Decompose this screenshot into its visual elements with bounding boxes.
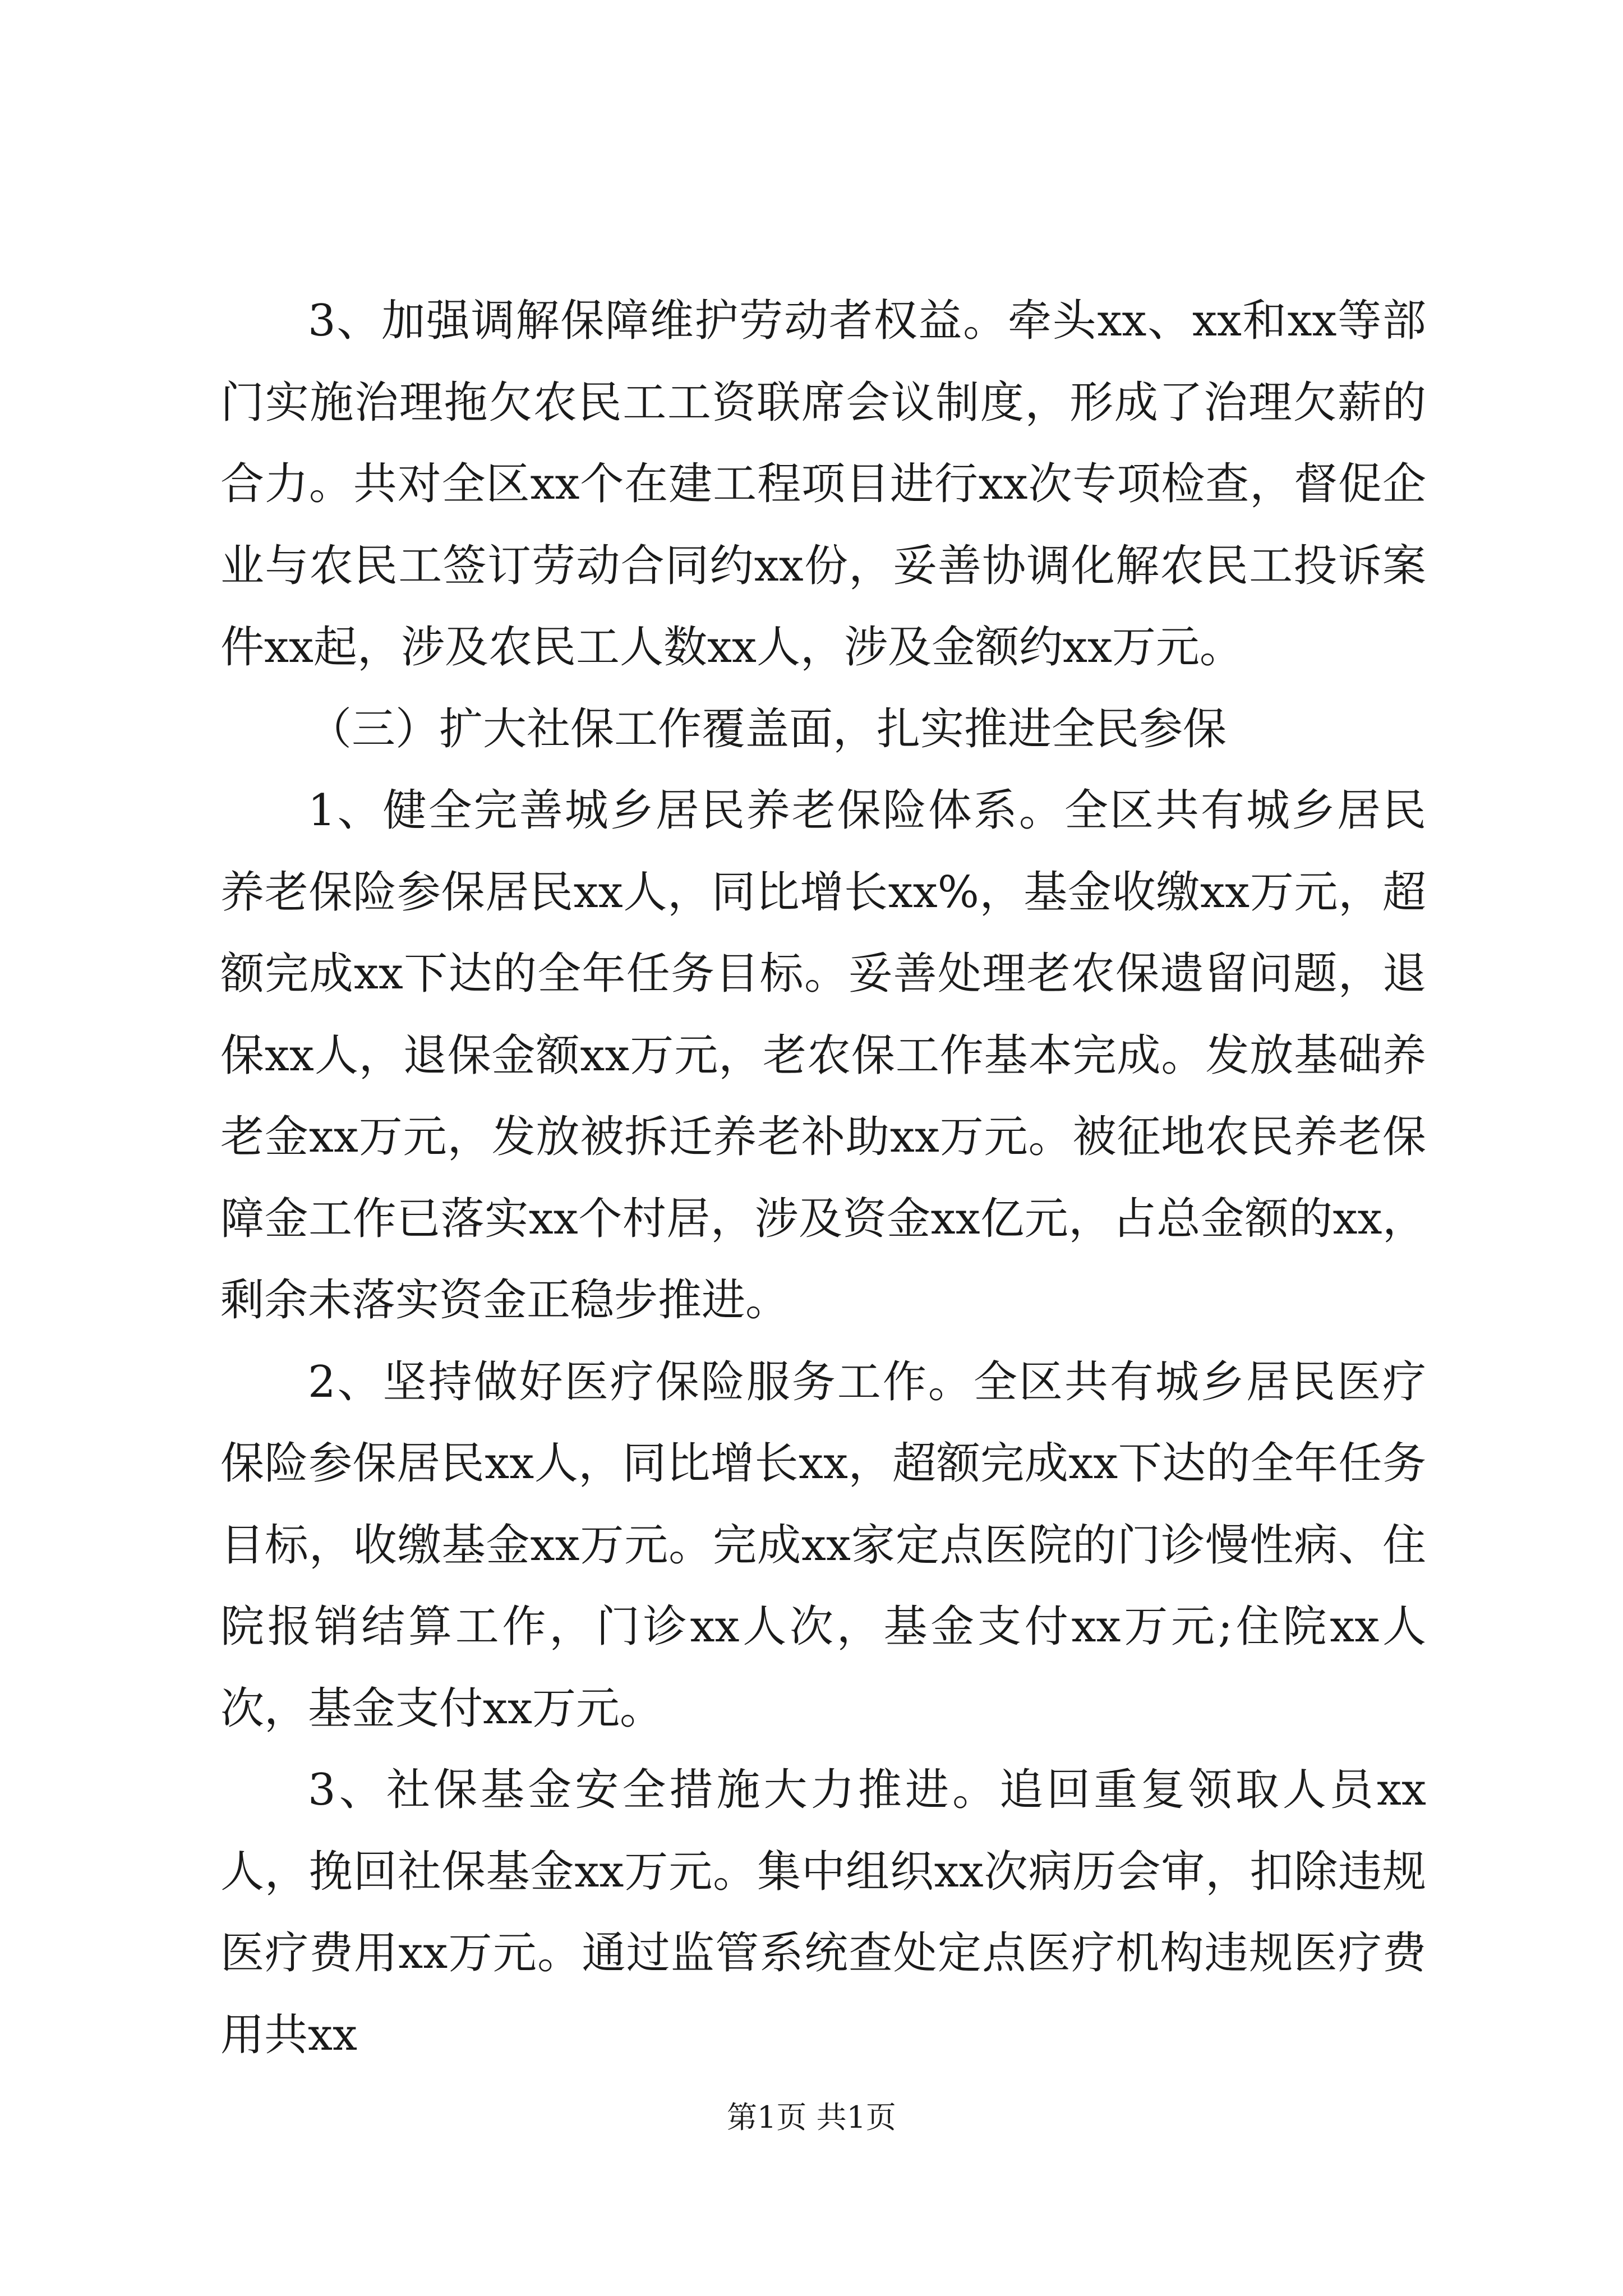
paragraph-medical-insurance: 2、坚持做好医疗保险服务工作。全区共有城乡居民医疗保险参保居民xx人，同比增长xx，超额完成xx下达的全年任务目标，收缴基金xx万元。完成xx家定点医院的门诊慢性病、住院报销结算工作，门诊xx人次，基金支付xx万元;住院xx人次，基金支付xx万元。 [220, 1356, 1426, 1734]
section-heading-social-insurance: （三）扩大社保工作覆盖面，扎实推进全民参保 [308, 703, 1227, 754]
paragraph-fund-safety: 3、社保基金安全措施大力推进。追回重复领取人员xx人，挽回社保基金xx万元。集中组织xx次病历会审，扣除违规医疗费用xx万元。通过监管系统查处定点医疗机构违规医疗费用共xx [220, 1765, 1426, 2060]
page-footer: 第1页 共1页 [727, 2100, 896, 2135]
document-body [220, 280, 1426, 2076]
paragraph-pension-insurance: 1、健全完善城乡居民养老保险体系。全区共有城乡居民养老保险参保居民xx人，同比增长xx%，基金收缴xx万元，超额完成xx下达的全年任务目标。妥善处理老农保遗留问题，退保xx人，退保金额xx万元，老农保工作基本完成。发放基础养老金xx万元，发放被拆迁养老补助xx万元。被征地农民养老保障金工作已落实xx个村居，涉及资金xx亿元，占总金额的xx，剩余未落实资金正稳步推进。 [220, 785, 1426, 1326]
paragraph-wage-mediation: 3、加强调解保障维护劳动者权益。牵头xx、xx和xx等部门实施治理拖欠农民工工资联席会议制度，形成了治理欠薪的合力。共对全区xx个在建工程项目进行xx次专项检查，督促企业与农民工签订劳动合同约xx份，妥善协调化解农民工投诉案件xx起，涉及农民工人数xx人，涉及金额约xx万元。 [220, 296, 1426, 673]
